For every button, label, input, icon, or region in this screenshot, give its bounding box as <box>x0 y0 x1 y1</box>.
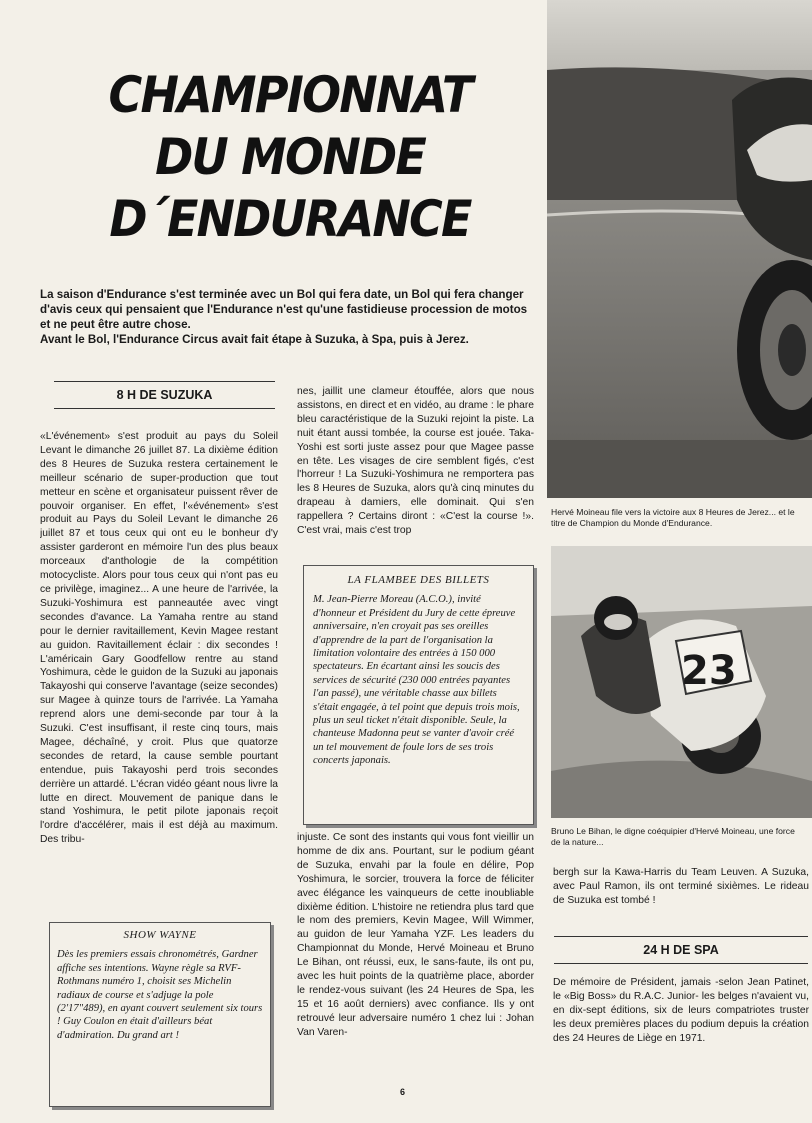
intro-text-2: Avant le Bol, l'Endurance Circus avait fait étape à Suzuka, à Spa, puis à Jerez. <box>40 333 469 346</box>
spa-body <box>553 976 809 1046</box>
article-column-3 <box>553 866 809 908</box>
page-number: 6 <box>400 1087 406 1097</box>
intro-paragraph <box>40 287 537 347</box>
photo-rider-23-image <box>551 546 812 818</box>
race-number-text: 23 <box>681 648 737 694</box>
photo-motorcycle-track-image <box>547 0 812 498</box>
box-text-show-wayne: Dès les premiers essais chronométrés, Gardner affiche ses intentions. Wayne règle sa RVF-Rothmans numéro 1, choisit ses Michelin radiaux de course et s'adjuge la pole (2'17"489), en ayant couvert seulement six tours ! Guy Coulon en était d'ailleurs béat d'admiration. Du grand art ! <box>57 949 263 1041</box>
section-suzuka-heading-wrap <box>54 381 275 409</box>
page-title <box>60 64 520 250</box>
col2-bottom-text: injuste. Ce sont des instants qui vous font vieillir un homme de dix ans. Pourtant, sur le podium géant de Suzuka, envahi par la foule en délire, Pop Yoshimura, le sorcier, trouvera la force de féliciter avec élégance les vainqueurs de cette inoubliable dixième édition. L'histoire ne retiendra plus tard que le nom des premiers, Kevin Magee, Will Wimmer, au guidon de leur Yamaha YZF. Les leaders du Championnat du Monde, Hervé Moineau et Bruno Le Bihan, ont réussi, eux, le sans-faute, ils ont pu, avec les huit points de la quatrième place, aborder le rendez-vous suivant (les 24 Heures de Spa, les 15 et 16 août derniers) avec confiance. Ils y ont retrouvé leur adversaire numéro 1 chez lui : Johan Van Varen- <box>297 832 534 1038</box>
photo-2-caption: Bruno Le Bihan, le digne coéquipier d'Hervé Moineau, une force de la nature... <box>551 826 795 847</box>
section-spa-heading-wrap <box>554 936 808 964</box>
col2-top-text: nes, jaillit une clameur étouffée, alors que nous assistons, en direct et en vidéo, au drame : le phare bleu caractéristique de la Suzuki rejoint la piste. La nuit étant aussi tombée, la course est jouée. Taka-Yoshi est sorti juste assez pour que Magee passe en tête. Les visages de cire semblent figés, c'est l'horreur ! La Suzuki-Yoshimura ne remportera pas les 8 Heures de Suzuka, alors qu'à cinq minutes du drapeau à damiers, elle dominait. Qui s'en rappellera ? Certains diront : «C'est la course !». C'est vrai, mais c'est trop <box>297 386 534 537</box>
box-text-billets: M. Jean-Pierre Moreau (A.C.O.), invité d'honneur et Président du Jury de cette épreuve anniversaire, n'en croyait pas ses oreilles d'apprendre de la part de l'organisation la limitation volontaire des entrées à 150 000 spectateurs. En écartant ainsi les soucis des services de sécurité (230 000 entrées payantes l'an passé), une véritable chasse aux billets s'était engagée, à tel point que depuis trois mois, plus un seul ticket n'était disponible. Seule, la chanteuse Madonna peut se vanter d'avoir créé un tel mouvement de foule lors de ses trois concerts japonais. <box>313 594 520 767</box>
box-heading-billets: LA FLAMBEE DES BILLETS <box>347 574 490 586</box>
box-heading-show-wayne: SHOW WAYNE <box>123 929 197 941</box>
col3-text: bergh sur la Kawa-Harris du Team Leuven. A Suzuka, avec Paul Ramon, ils ont terminé sixièmes. Le rideau de Suzuka est tombé ! <box>553 867 809 906</box>
spa-body-text: De mémoire de Président, jamais -selon Jean Patinet, le «Big Boss» du R.A.C. Junior- les belges n'avaient vu, en dix-sept éditions, six de leurs compatriotes truster les deux premières places du podium depuis la création des 24 Heures de Liège en 1971. <box>553 977 809 1044</box>
sidebar-box-billets <box>303 565 534 825</box>
article-column-1 <box>40 430 278 914</box>
sidebar-box-show-wayne <box>49 922 271 1107</box>
title-line-3: D´ENDURANCE <box>109 190 471 248</box>
section-heading-suzuka: 8 H DE SUZUKA <box>54 381 275 409</box>
title-line-2: DU MONDE <box>155 128 425 186</box>
article-column-2-bottom <box>297 831 534 1071</box>
photo-1-caption: Hervé Moineau file vers la victoire aux 8 Heures de Jerez... et le titre de Champion du Monde d'Endurance. <box>551 507 795 528</box>
intro-text-1: La saison d'Endurance s'est terminée avec un Bol qui fera date, un Bol qui fera changer d'avis ceux qui pensaient que l'Endurance n'est qu'une fastidieuse procession de motos et ne peut être autre chose. <box>40 288 528 331</box>
photo-moineau-jerez <box>547 0 812 498</box>
suzuka-body-text: «L'événement» s'est produit au pays du Soleil Levant le dimanche 26 juillet 87. La dixième édition des 8 Heures de Suzuka restera certainement le meilleur scénario de super-production que tout metteur en scène et organisateur puissent rêver de pouvoir organiser. En effet, l'«événement» s'est produit au Pays du Soleil Levant le dimanche 26 juillet 87 et tous ceux qui ont eu le bonheur d'y assister garderont en mémoire l'un des plus beaux morceaux d'anthologie de la compétition motocycliste. Alors pour tous ceux qui n'ont pas eu ce privilège, imaginez... A une heure de l'arrivée, la Suzuki-Yoshimura est panneautée avec vingt secondes d'avance. La Yamaha rentre au stand pour le dernier ravitaillement, Kevin Magee restant au guidon. Ravitaillement éclair : dix secondes ! L'américain Gary Goodfellow rentre au stand Yoshimura, cède le guidon de la Suzuki au japonais Takayoshi qui conserve l'avantage (seize secondes) sur Magee à quinze tours de l'arrivée. La Yamaha reprend alors une demi-seconde par tour à la Suzuki. C'est insuffisant, il reste cinq tours, mais Magee, déchaîné, y croit. Plus que quatorze secondes de retard, la cause semble pourtant entendue, puis Takayoshi perd trois secondes derrière un attardé. L'écran vidéo géant nous livre la lutte en direct. Mouvement de panique dans le stand Yoshimura, le petit pilote japonais reçoit l'ordre d'accélérer, mais il est déjà au maximum. Des tribu- <box>40 431 278 846</box>
article-column-2-top <box>297 385 534 555</box>
section-heading-spa: 24 H DE SPA <box>554 936 808 964</box>
photo-le-bihan <box>551 546 812 818</box>
title-line-1: CHAMPIONNAT <box>108 66 472 124</box>
